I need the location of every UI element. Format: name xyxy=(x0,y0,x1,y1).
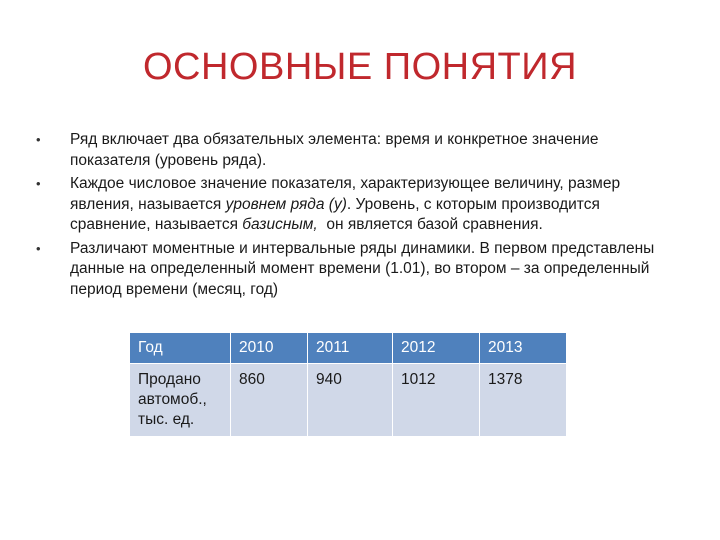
table-header-row xyxy=(130,333,567,364)
table-header-cell: 2012 xyxy=(393,333,480,364)
table-header-cell: Год xyxy=(130,333,231,364)
bullet-text: Ряд включает два обязательных элемента: время и конкретное значение показателя (уровень ряда). xyxy=(70,131,599,169)
bullet-text-part: . Уровень, с которым производится сравнение, называется xyxy=(70,195,600,233)
bullet-dot-icon: • xyxy=(36,176,41,191)
data-table xyxy=(130,333,567,436)
bullet-dot-icon: • xyxy=(36,240,41,256)
term-basis: базисным, xyxy=(242,216,318,233)
table-header-cell: 2010 xyxy=(231,333,308,364)
table-header-cell: 2013 xyxy=(480,333,567,364)
bullet-text-part: Каждое числовое значение показателя, характеризующее величину, размер явления, называется xyxy=(70,175,621,213)
table-header-cell: 2011 xyxy=(308,333,393,364)
table-cell: 860 xyxy=(231,364,308,437)
bullet-list xyxy=(36,130,676,303)
slide-title: ОСНОВНЫЕ ПОНЯТИЯ xyxy=(142,46,578,88)
bullet-text-part: он является базой сравнения. xyxy=(317,216,543,233)
bullet-text: Различают моментные и интервальные ряды динамики. В первом представлены данные на определенный момент времени (1.01), во втором – за определенный период времени (месяц, год) xyxy=(70,239,655,298)
bullet-item xyxy=(36,174,676,236)
table-cell: 1012 xyxy=(393,364,480,437)
bullet-item xyxy=(36,239,676,301)
term-level: уровнем ряда (у) xyxy=(225,195,347,213)
table-cell: 1378 xyxy=(480,364,567,437)
bullet-item xyxy=(36,130,676,171)
table-cell: Продано автомоб., тыс. ед. xyxy=(130,364,231,437)
table-row xyxy=(130,364,567,437)
table-cell: 940 xyxy=(308,364,393,437)
bullet-dot-icon: • xyxy=(36,132,41,147)
